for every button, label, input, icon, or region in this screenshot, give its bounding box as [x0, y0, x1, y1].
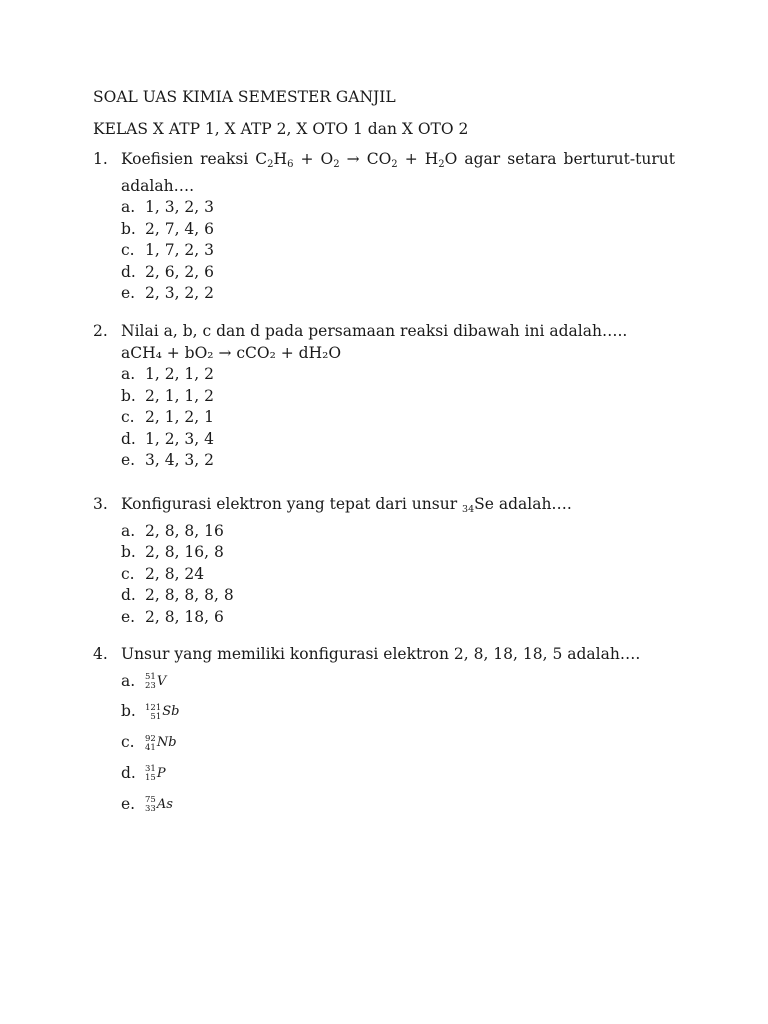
- question-number: 1.: [93, 150, 108, 168]
- element-symbol: Sb: [162, 704, 180, 720]
- option-text: 2, 8, 8, 16: [145, 521, 224, 540]
- answer-option-a: [121, 364, 675, 386]
- option-letter: a.: [121, 521, 136, 540]
- option-nuclide: [145, 764, 166, 782]
- answer-options: [121, 197, 675, 305]
- answer-option-c: [121, 407, 675, 429]
- option-letter: c.: [121, 241, 135, 259]
- option-text: 2, 7, 4, 6: [145, 219, 215, 238]
- option-text: 2, 1, 1, 2: [145, 386, 215, 405]
- mass-number: 92: [145, 733, 156, 744]
- answer-option-b: [121, 696, 675, 727]
- element-symbol: Nb: [156, 735, 177, 751]
- option-letter: d.: [121, 262, 136, 281]
- question-2: [93, 321, 675, 472]
- question-text: Konfigurasi elektron yang tepat dari unsur 34Se adalah….: [121, 495, 572, 515]
- exam-class-list: KELAS X ATP 1, X ATP 2, X OTO 1 dan X OTO 2: [93, 120, 469, 138]
- answer-option-e: [121, 450, 675, 472]
- option-text: 2, 3, 2, 2: [145, 284, 215, 302]
- atomic-number: 51: [150, 711, 162, 722]
- atomic-number: 33: [145, 804, 156, 815]
- answer-option-c: [121, 727, 675, 758]
- option-letter: c.: [121, 408, 135, 426]
- element-symbol: P: [156, 765, 166, 781]
- answer-option-c: [121, 564, 675, 586]
- question-number: 4.: [93, 645, 108, 663]
- option-letter: e.: [121, 284, 136, 302]
- option-nuclide: [145, 672, 166, 690]
- option-letter: a.: [121, 365, 136, 383]
- atomic-number: 41: [145, 742, 156, 753]
- answer-options: [121, 364, 675, 472]
- option-text: 2, 8, 16, 8: [145, 543, 224, 561]
- question-4: [93, 644, 675, 819]
- option-letter: d.: [121, 586, 136, 604]
- option-text: 2, 6, 2, 6: [145, 262, 215, 281]
- option-text: 2, 8, 8, 8, 8: [145, 586, 234, 604]
- answer-option-b: [121, 219, 675, 241]
- question-3: [93, 494, 675, 628]
- option-letter: b.: [121, 386, 136, 405]
- question-text: Unsur yang memiliki konfigurasi elektron 2, 8, 18, 18, 5 adalah….: [121, 645, 641, 663]
- option-text: 1, 2, 1, 2: [145, 365, 215, 383]
- answer-option-e: [121, 283, 675, 305]
- question-number: 3.: [93, 495, 108, 513]
- option-nuclide: [145, 795, 173, 813]
- option-letter: b.: [121, 543, 136, 561]
- option-text: 1, 3, 2, 3: [145, 198, 215, 216]
- option-nuclide: [145, 733, 177, 751]
- mass-number: 75: [145, 795, 156, 806]
- option-letter: e.: [121, 794, 136, 813]
- option-letter: e.: [121, 451, 136, 469]
- exam-title: SOAL UAS KIMIA SEMESTER GANJIL: [93, 88, 396, 106]
- answer-options: [121, 521, 675, 629]
- answer-option-b: [121, 386, 675, 408]
- mass-number: 31: [145, 764, 156, 775]
- answer-options: [121, 666, 675, 820]
- question-1: [93, 149, 675, 305]
- option-text: 2, 8, 18, 6: [145, 607, 224, 626]
- option-text: 3, 4, 3, 2: [145, 451, 215, 469]
- answer-option-b: [121, 542, 675, 564]
- option-letter: d.: [121, 763, 136, 782]
- option-letter: c.: [121, 733, 135, 752]
- option-letter: e.: [121, 607, 136, 626]
- atomic-number: 15: [145, 773, 156, 784]
- option-letter: a.: [121, 198, 136, 216]
- answer-option-d: [121, 262, 675, 284]
- element-symbol: As: [156, 796, 173, 812]
- answer-option-d: [121, 585, 675, 607]
- answer-option-a: [121, 197, 675, 219]
- question-text-continued: adalah….: [121, 176, 195, 195]
- option-text: 1, 2, 3, 4: [145, 429, 215, 448]
- question-text: Nilai a, b, c dan d pada persamaan reaksi dibawah ini adalah…..: [121, 322, 628, 340]
- option-letter: b.: [121, 219, 136, 238]
- option-nuclide: [145, 702, 179, 720]
- atomic-number: 23: [145, 681, 156, 691]
- answer-option-d: [121, 758, 675, 789]
- answer-option-a: [121, 521, 675, 543]
- option-text: 2, 8, 24: [145, 564, 205, 583]
- answer-option-a: [121, 666, 675, 697]
- option-letter: b.: [121, 702, 136, 721]
- mass-number: 121: [145, 702, 162, 713]
- answer-option-d: [121, 429, 675, 451]
- element-symbol: V: [156, 673, 167, 689]
- answer-option-e: [121, 789, 675, 820]
- option-text: 2, 1, 2, 1: [145, 408, 215, 426]
- option-letter: d.: [121, 429, 136, 448]
- reaction-equation: aCH₄ + bO₂ → cCO₂ + dH₂O: [121, 343, 342, 362]
- option-letter: c.: [121, 564, 135, 583]
- question-text: Koefisien reaksi $C_2H_6 + O_2 \to CO_2 + H_2O$ agar setara berturut-turut: [121, 150, 675, 170]
- mass-number: 51: [145, 672, 156, 682]
- question-number: 2.: [93, 322, 108, 340]
- option-letter: a.: [121, 671, 136, 690]
- answer-option-c: [121, 240, 675, 262]
- answer-option-e: [121, 607, 675, 629]
- option-text: 1, 7, 2, 3: [145, 241, 215, 259]
